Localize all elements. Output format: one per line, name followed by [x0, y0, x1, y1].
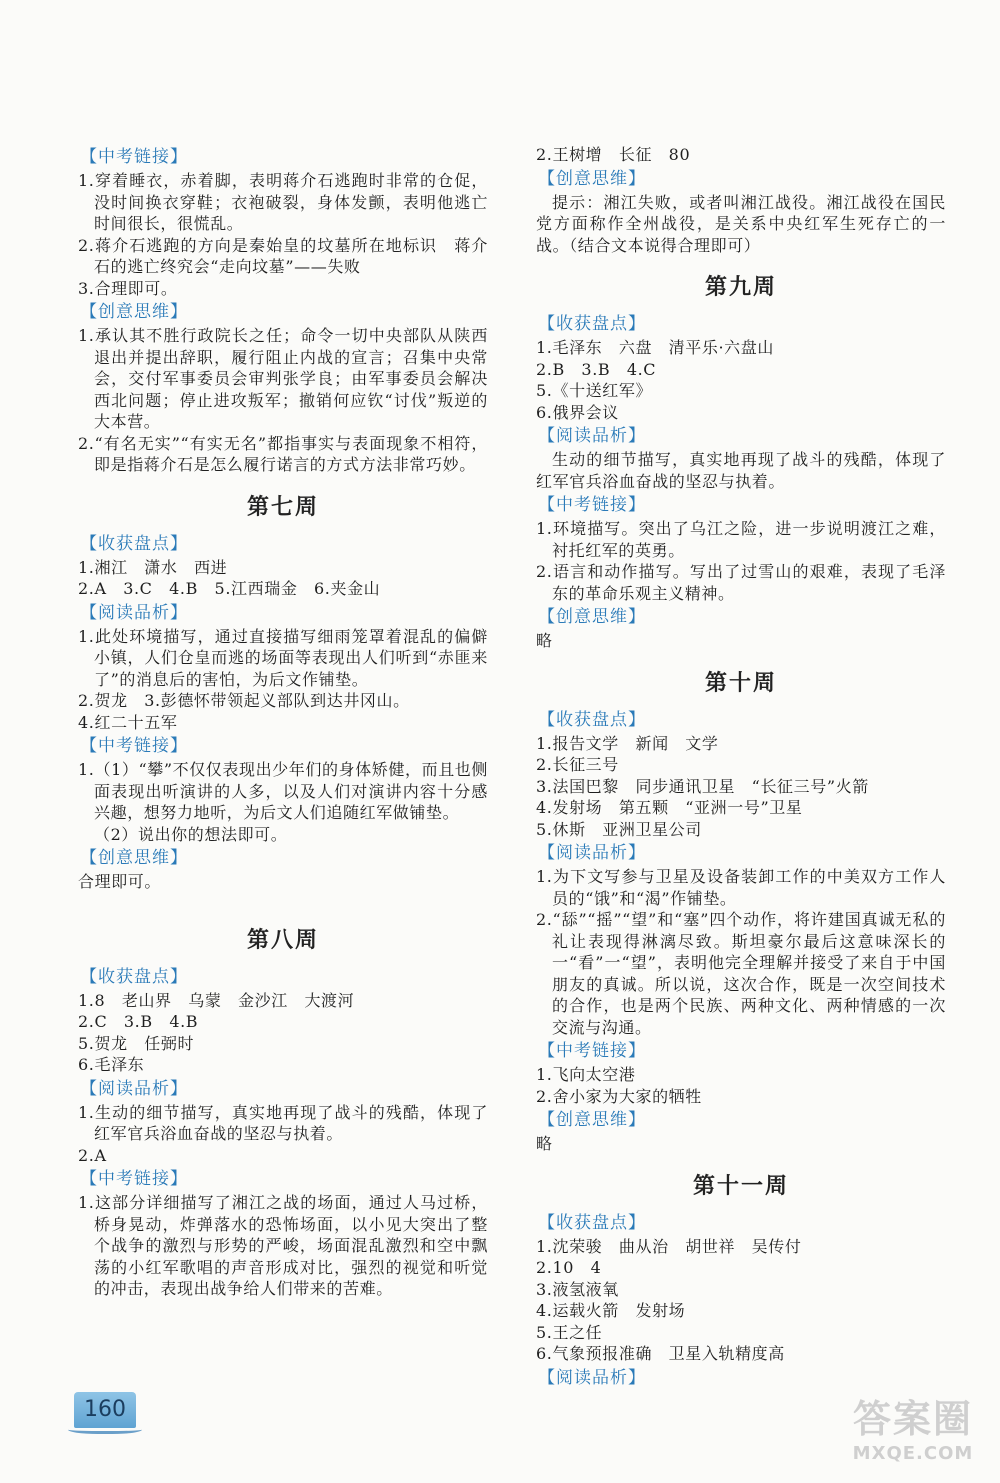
list-item: 2.舍小家为大家的牺牲	[536, 1086, 702, 1106]
answer-text: 提示：湘江失败，或者叫湘江战役。湘江战役在国民党方面称作全州战役，是关系中央红军生死存亡的一战。（结合文本说得合理即可）	[536, 192, 946, 255]
section-tag-creative-thinking: 【创意思维】	[80, 302, 188, 322]
list-item: 2.长征三号	[536, 755, 619, 774]
week-8-title: 第八周	[246, 927, 319, 953]
section-tag-creative-thinking: 【创意思维】	[538, 168, 646, 189]
list-item: 1.（1）“攀”不仅仅表现出少年们的身体矫健，而且也侧面表现出听演讲的人多，以及人们对演讲内容十分感兴趣，想努力地听，为后文人们追随红军做铺垫。	[78, 760, 489, 822]
list-item: 1.飞向太空港	[536, 1065, 636, 1084]
section-tag-reading: 【阅读品析】	[538, 843, 646, 863]
list-item: 2.蒋介石逃跑的方向是秦始皇的坟墓所在地标识 蒋介石的逃亡终究会“走向坟墓”——失败	[78, 235, 488, 276]
list-item: 1.此处环境描写，通过直接描写细雨笼罩着混乱的偏僻小镇，人们仓皇而逃的场面等表现出人们听到“赤匪来了”的消息后的害怕，为后文作铺垫。	[78, 626, 488, 689]
list-item: 5.贺龙 任弼时	[78, 1033, 195, 1053]
list-item: 2.10 4	[536, 1258, 602, 1277]
list-item: 3.液氢液氧	[536, 1279, 619, 1299]
section-tag-exam-link: 【中考链接】	[538, 1041, 646, 1061]
list-item: 2.A 3.C 4.B 5.江西瑞金 6.夹金山	[78, 579, 381, 598]
list-item: 1.为下文写参与卫星及设备装卸工作的中美双方工作人员的“饿”和“渴”作铺垫。	[536, 867, 946, 908]
list-item: 2.王树增 长征 80	[536, 145, 691, 164]
list-item: 2.贺龙 3.彭德怀带领起义部队到达井冈山。	[78, 691, 410, 710]
section-tag-exam-link: 【中考链接】	[80, 1169, 188, 1189]
list-item: 2.“舔”“摇”“望”和“塞”四个动作，将许建国真诚无私的礼让表现得淋漓尽致。斯坦豪尔最后这意味深长的一“看”一“望”，表明他完全理解并接受了来自于中国朋友的真诚。所以说，这次合作，既是一次空间技术的合作，也是两个民族、两种文化、两种情感的一次交流与沟通。	[536, 910, 946, 1037]
list-item: 3.法国巴黎 同步通讯卫星 “长征三号”火箭	[536, 776, 869, 796]
list-item: 1.穿着睡衣，赤着脚，表明蒋介石逃跑时非常的仓促，没时间换衣穿鞋；衣袍破裂，身体发颤，表明他逃亡时间很长，很慌乱。	[78, 171, 488, 233]
section-tag-creative-thinking: 【创意思维】	[538, 1110, 646, 1130]
section-tag-reading: 【阅读品析】	[538, 1367, 646, 1388]
section-tag-harvest: 【收获盘点】	[80, 533, 188, 554]
section-tag-exam-link: 【中考链接】	[80, 147, 188, 167]
list-item: 4.红二十五军	[78, 712, 178, 732]
answer-text: 合理即可。	[78, 872, 162, 891]
list-item: 1.环境描写。突出了乌江之险，进一步说明渡江之难，衬托红军的英勇。	[536, 519, 946, 560]
list-item: 5.休斯 亚洲卫星公司	[536, 819, 702, 839]
watermark-logo: 答案圈	[852, 1397, 973, 1441]
list-item: 2.C 3.B 4.B	[78, 1012, 199, 1031]
section-tag-reading: 【阅读品析】	[80, 602, 188, 623]
section-tag-reading: 【阅读品析】	[80, 1078, 188, 1099]
section-tag-harvest: 【收获盘点】	[538, 1212, 646, 1233]
section-tag-harvest: 【收获盘点】	[538, 314, 646, 334]
left-column	[78, 144, 488, 1300]
section-tag-harvest: 【收获盘点】	[538, 709, 646, 730]
list-item: 1.报告文学 新闻 文学	[536, 733, 719, 753]
answer-text: 略	[536, 1134, 553, 1153]
list-item: 2.A	[78, 1145, 107, 1165]
list-item: 1.这部分详细描写了湘江之战的场面，通过人马过桥，桥身晃动，炸弹落水的恐怖场面，以小见大突出了整个战争的激烈与形势的严峻，场面混乱激烈和空中飘荡的小红军歌唱的声音形成对比，强烈的视觉和听觉的冲击，表现出战争给人们带来的苦难。	[78, 1193, 488, 1298]
right-column	[536, 144, 946, 1391]
list-item: 2.B 3.B 4.C	[536, 359, 657, 379]
list-item: 1.湘江 潇水 西进	[78, 557, 228, 577]
list-item: 6.气象预报准确 卫星入轨精度高	[536, 1344, 785, 1363]
answer-text: 略	[536, 631, 553, 650]
week-7-title: 第七周	[246, 494, 319, 520]
list-item: 1.承认其不胜行政院长之任；命令一切中央部队从陕西退出并提出辞职，履行阻止内战的宣言；召集中央常会，交付军事委员会审判张学良；由军事委员会解决西北问题；停止进攻叛军；撤销何应钦“讨伐”叛逆的大本营。	[78, 326, 488, 431]
page-number: 160	[74, 1392, 136, 1428]
section-tag-harvest: 【收获盘点】	[80, 966, 188, 987]
list-item: 1.沈荣骏 曲从治 胡世祥 吴传付	[536, 1236, 802, 1256]
week-9-title: 第九周	[704, 275, 777, 300]
list-item: 4.发射场 第五颗 “亚洲一号”卫星	[536, 798, 803, 817]
list-item: 2.“有名无实”“有实无名”都指事实与表面现象不相符，即是指蒋介石是怎么履行诺言的方式方法非常巧妙。	[78, 433, 488, 474]
list-item: 4.运载火箭 发射场	[536, 1301, 686, 1320]
list-item: 5.《十送红军》	[536, 381, 653, 400]
watermark	[838, 1395, 988, 1475]
list-item: 5.王之任	[536, 1322, 603, 1342]
section-tag-exam-link: 【中考链接】	[538, 495, 646, 515]
watermark-url: MXQE.COM	[852, 1443, 974, 1464]
list-item: 3.合理即可。	[78, 278, 178, 298]
list-item: 1.毛泽东 六盘 清平乐·六盘山	[536, 338, 774, 357]
list-item: 2.语言和动作描写。写出了过雪山的艰难，表现了毛泽东的革命乐观主义精神。	[536, 562, 946, 603]
list-item: 1.生动的细节描写，真实地再现了战斗的残酷，体现了红军官兵浴血奋战的坚忍与执着。	[78, 1102, 488, 1143]
list-item: 6.俄界会议	[536, 402, 619, 422]
section-tag-creative-thinking: 【创意思维】	[538, 607, 646, 627]
section-tag-reading: 【阅读品析】	[538, 426, 646, 446]
list-item: （2）说出你的想法即可。	[94, 824, 288, 844]
section-tag-creative-thinking: 【创意思维】	[80, 848, 188, 868]
list-item: 6.毛泽东	[78, 1055, 145, 1074]
week-10-title: 第十周	[704, 670, 777, 696]
section-tag-exam-link: 【中考链接】	[80, 736, 188, 756]
week-11-title: 第十一周	[692, 1173, 789, 1199]
answer-text: 生动的细节描写，真实地再现了战斗的残酷，体现了红军官兵浴血奋战的坚忍与执着。	[536, 450, 946, 491]
list-item: 1.8 老山界 乌蒙 金沙江 大渡河	[78, 990, 355, 1010]
